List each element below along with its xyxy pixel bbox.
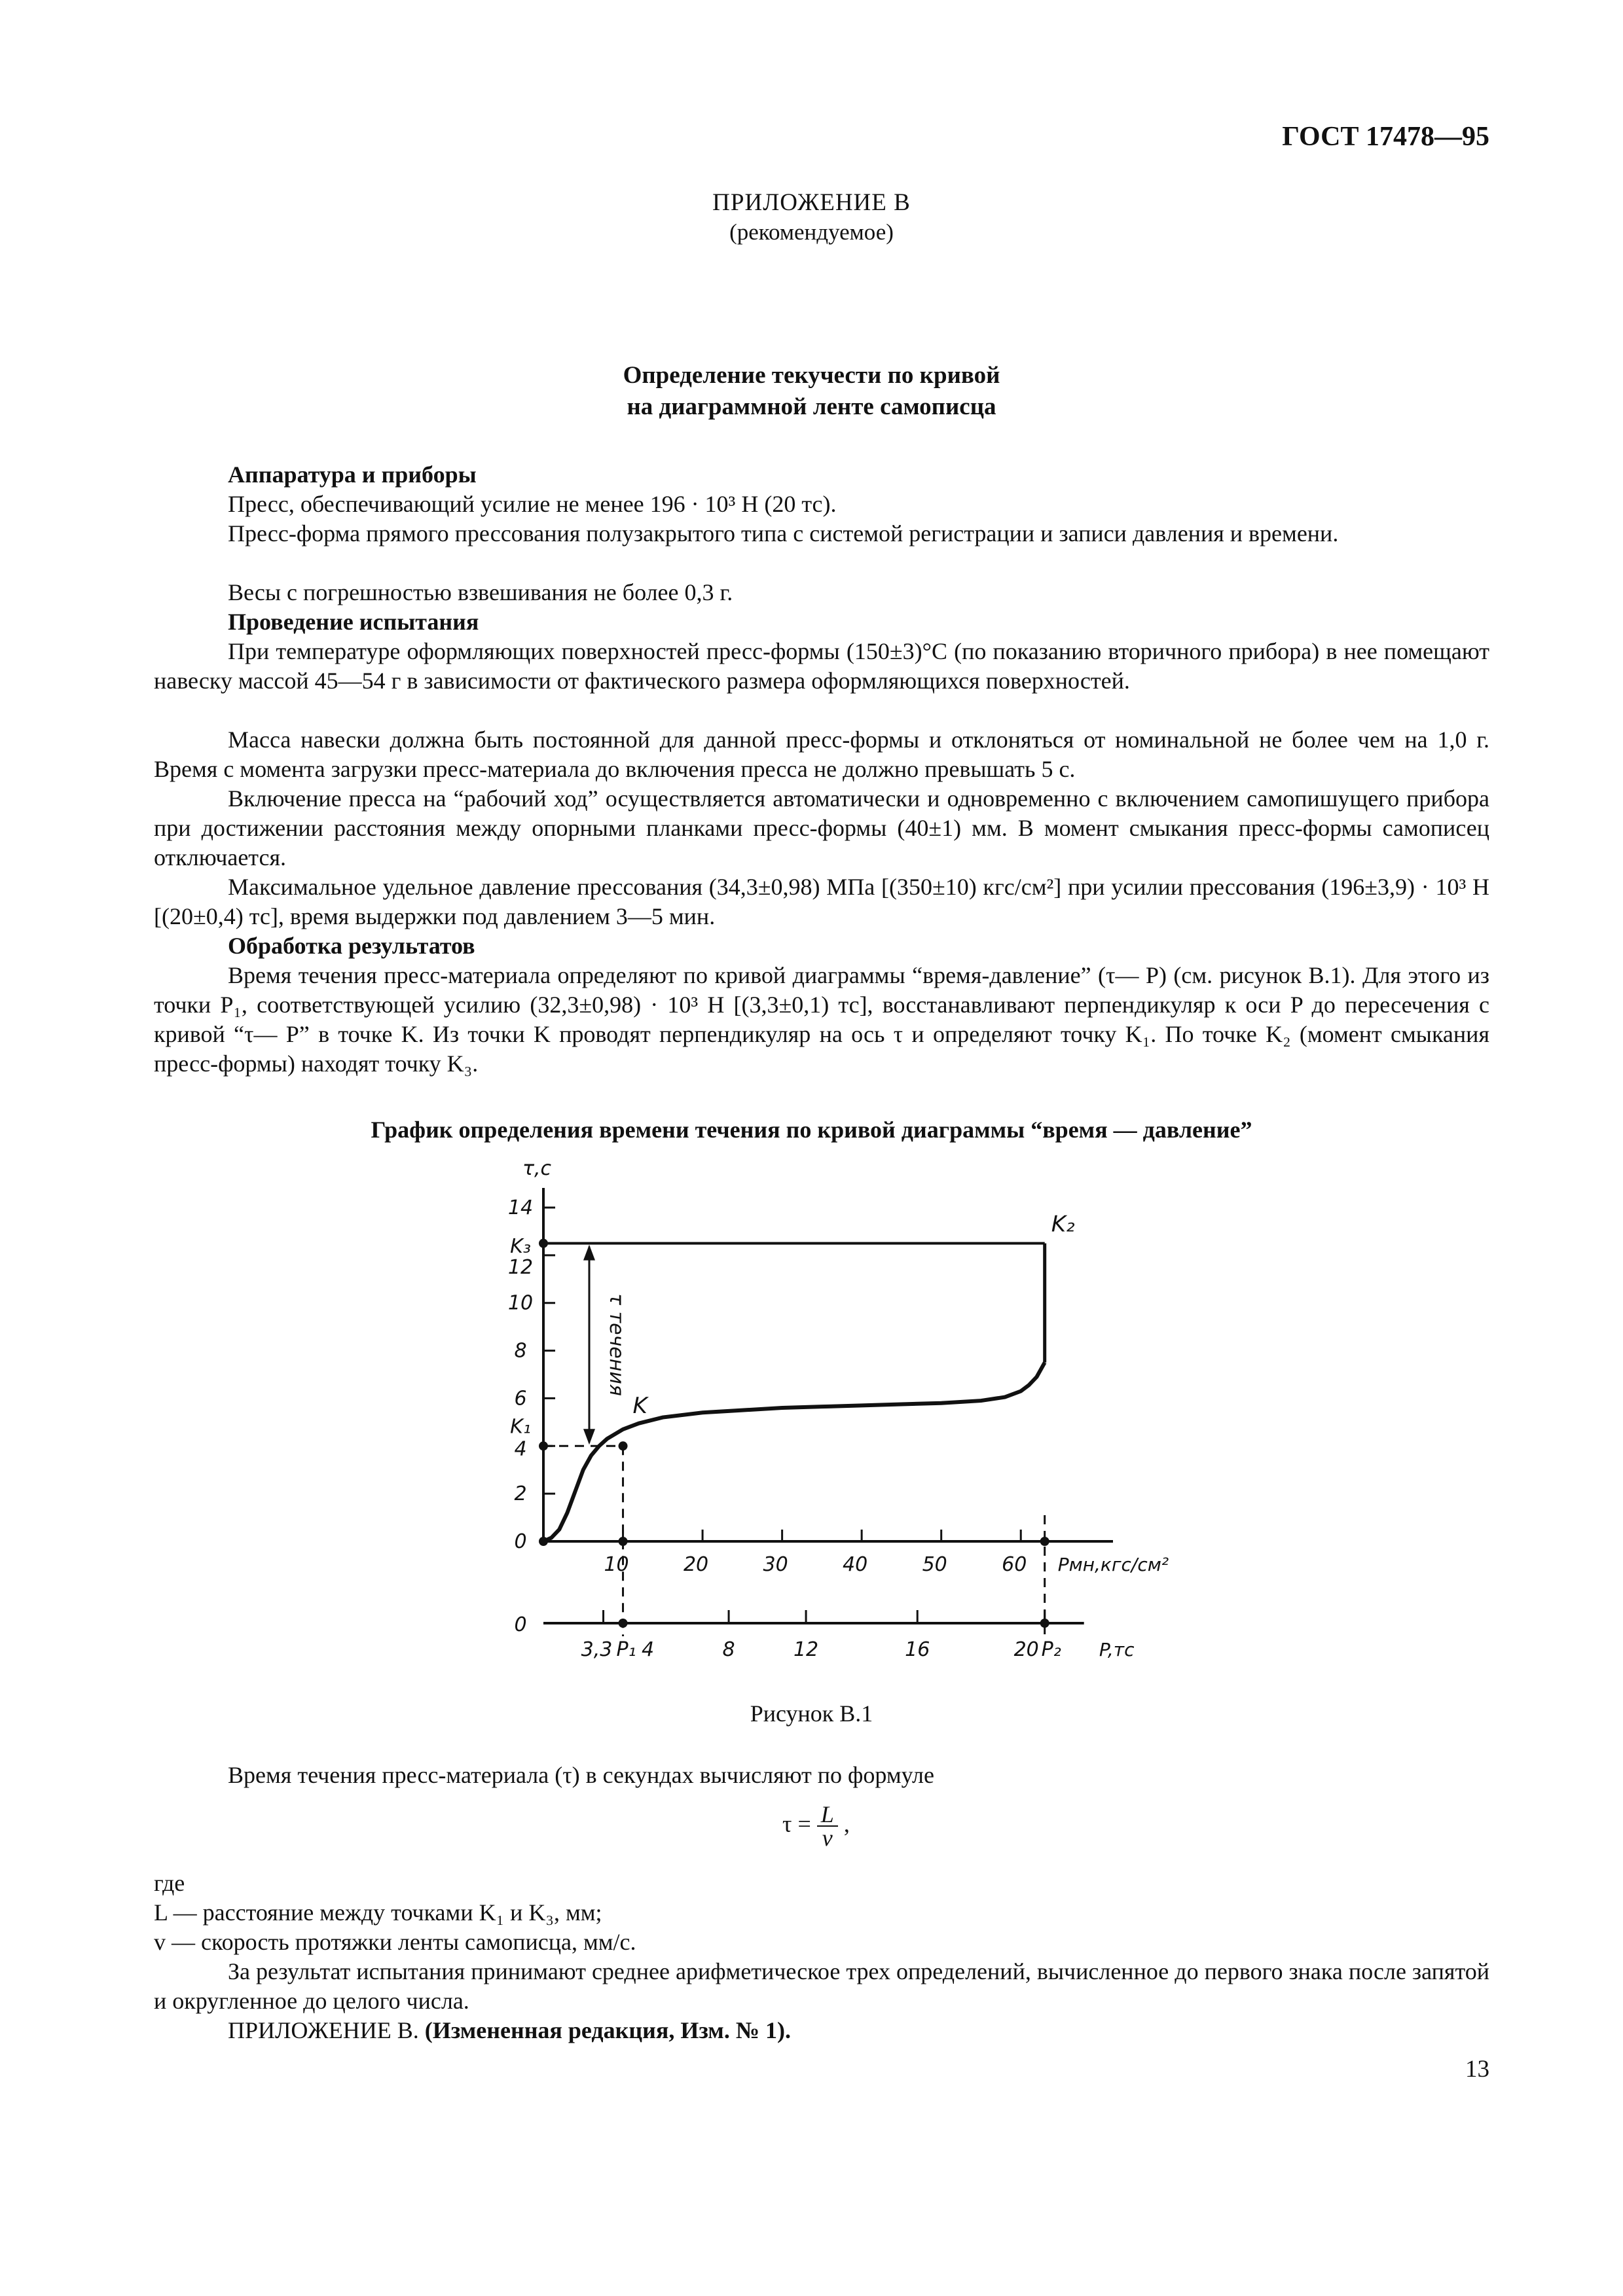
formula: τ = $\frac{L}{v}$ , [782, 1801, 850, 1851]
x-axis-label: Pмн,кгс/см² [1057, 1554, 1169, 1575]
y-tick-label: 8 [514, 1339, 527, 1363]
definition-L: L — расстояние между точками K₁ и K₃, мм; [154, 1899, 602, 1926]
x-tick-label: 40 [843, 1553, 868, 1576]
paragraph-formula-intro: Время течения пресс-материала (τ) в секундах вычисляют по формуле [228, 1762, 934, 1788]
paragraph-mass: Масса навески должна быть постоянной для данной пресс-формы и отклоняться от номинальной не более чем на 1,0 г. Время с момента загрузки пресс-материала до включения пресса не должно превышать 5 с. [154, 726, 1489, 782]
k3-label: K₃ [510, 1234, 531, 1258]
chart-dot [539, 1537, 548, 1546]
figure-caption: График определения времени течения по кривой диаграммы “время — давление” [371, 1117, 1252, 1143]
formula-lhs: τ [782, 1810, 792, 1837]
x-tick-label: 60 [1002, 1553, 1027, 1576]
y-tick-label: 4 [514, 1437, 527, 1461]
arrow-head-top [583, 1245, 595, 1261]
x2-zero-label: 0 [514, 1613, 527, 1636]
y-tick-label: 2 [514, 1482, 527, 1506]
section-title-line1: Определение текучести по кривой [623, 362, 1000, 389]
x2-tick-label: P₂ [1041, 1638, 1061, 1661]
y-tick-label: 10 [507, 1291, 534, 1315]
y-axis-label: τ,с [522, 1157, 552, 1180]
amendment-prefix: ПРИЛОЖЕНИЕ В. [228, 2017, 425, 2043]
appendix-subtitle: (рекомендуемое) [729, 219, 894, 245]
where-label: где [154, 1870, 185, 1896]
page-number: 13 [1465, 2056, 1489, 2083]
chart-dot [539, 1239, 548, 1248]
arrow-head-bottom [583, 1429, 595, 1444]
x2-tick-label: 4 [641, 1638, 655, 1661]
formula-denominator: v [822, 1825, 833, 1851]
flow-time-chart [458, 1152, 1178, 1689]
chart-dot [1040, 1619, 1049, 1628]
definition-v: v — скорость протяжки ленты самописца, мм/с. [154, 1929, 636, 1955]
x2-tick-label: 8 [722, 1638, 735, 1661]
standard-number: ГОСТ 17478—95 [1282, 122, 1489, 152]
section-title-line2: на диаграммной ленте самописца [627, 393, 996, 420]
y-tick-label: 14 [507, 1196, 534, 1219]
figure-label: Рисунок В.1 [750, 1700, 873, 1727]
x2-tick-label: P₁ [616, 1638, 636, 1661]
paragraph-mold: Пресс-форма прямого прессования полузакрытого типа с системой регистрации и записи давления и времени. [228, 520, 1339, 547]
paragraph-pressure: Максимальное удельное давление прессования (34,3±0,98) МПа [(350±10) кгс/см²] при усилии прессования (196±3,9) · 10³ Н [(20±0,4) тс], время выдержки под давлением 3—5 мин. [154, 874, 1489, 929]
x2-tick-label: 12 [793, 1638, 819, 1661]
x-tick-label: 20 [683, 1553, 709, 1576]
x2-axis-label: P,тс [1099, 1639, 1135, 1660]
x2-tick-label: 20 [1013, 1638, 1039, 1661]
paragraph-flow-time: Время течения пресс-материала определяют по кривой диаграммы “время-давление” (τ— P) (см. рисунок В.1). Для этого из точки P₁, соответствующей усилию (32,3±0,98) · 10³ Н [(3,3±0,1) тс], восстанавливают перпендикуляр к оси P до пересечения с кривой “τ— P” в точке K. Из точки K проводят перпендикуляр на ось τ и определяют точку K₁. По точке K₂ (момент смыкания пресс-формы) находят точку K₃. [154, 962, 1489, 1077]
heading-results: Обработка результатов [228, 933, 475, 959]
amendment-text: (Измененная редакция, Изм. № 1). [424, 2017, 791, 2043]
x-tick-label: 30 [763, 1553, 788, 1576]
chart-dot [619, 1441, 628, 1450]
paragraph-temperature: При температуре оформляющих поверхностей пресс-формы (150±3)°С (по показанию вторичного прибора) в нее помещают навеску массой 45—54 г в зависимости от фактического размера оформляющихся поверхностей. [154, 638, 1489, 694]
amendment-note [154, 2016, 1489, 2045]
x-tick-label: 10 [604, 1553, 629, 1576]
chart-dot [539, 1441, 548, 1450]
heading-testing: Проведение испытания [228, 609, 479, 635]
chart-dot [1040, 1537, 1049, 1546]
k-label: K [632, 1392, 647, 1419]
x2-tick-label: 16 [905, 1638, 930, 1661]
x2-tick-label: 3,3 [581, 1638, 613, 1661]
y-tick-label: 0 [514, 1530, 527, 1553]
y-tick-label: 12 [507, 1255, 534, 1279]
chart-dot [619, 1537, 628, 1546]
appendix-title: ПРИЛОЖЕНИЕ В [712, 189, 911, 216]
y-tick-label: 6 [514, 1387, 527, 1410]
x-tick-label: 50 [922, 1553, 947, 1576]
tau-flow-label: τ течения [605, 1293, 628, 1396]
formula-numerator: L [817, 1803, 838, 1827]
k2-label: K₂ [1051, 1211, 1075, 1238]
paragraph-result: За результат испытания принимают среднее арифметическое трех определений, вычисленное до первого знака после запятой и округленное до целого числа. [154, 1958, 1489, 2014]
section-title [0, 360, 1623, 423]
heading-apparatus: Аппаратура и приборы [228, 461, 477, 488]
paragraph-press: Пресс, обеспечивающий усилие не менее 196 · 10³ Н (20 тс). [228, 491, 837, 517]
paragraph-switching: Включение пресса на “рабочий ход” осуществляется автоматически и одновременно с включением самопишущего прибора при достижении расстояния между опорными планками пресс-формы (40±1) мм. В момент смыкания пресс-формы самописец отключается. [154, 785, 1489, 870]
paragraph-scales: Весы с погрешностью взвешивания не более 0,3 г. [228, 579, 733, 605]
chart-dot [619, 1619, 628, 1628]
k1-label: K₁ [510, 1415, 531, 1439]
